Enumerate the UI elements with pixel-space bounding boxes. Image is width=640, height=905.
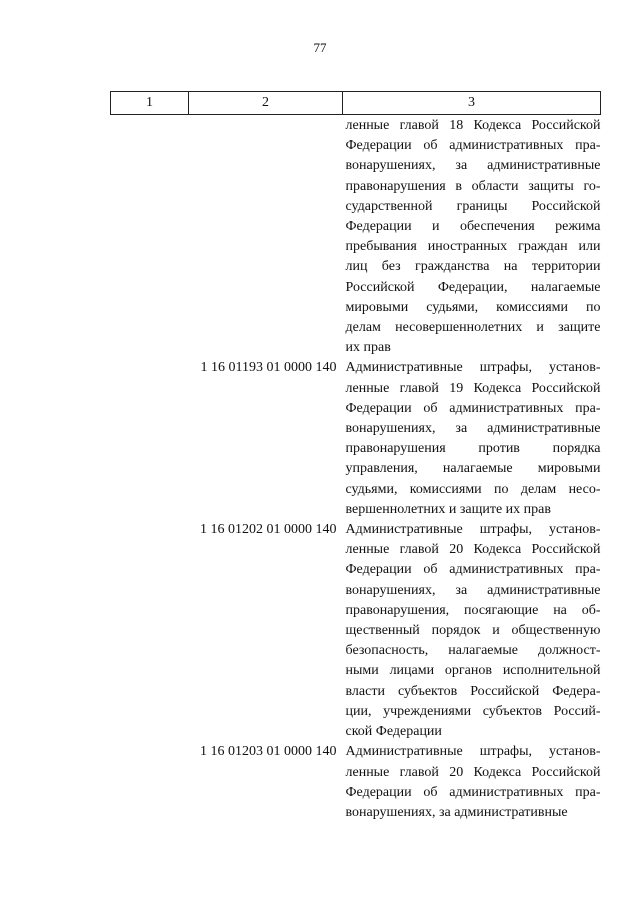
description-line: ленные главой 18 Кодекса Российской (345, 118, 601, 133)
budget-codes-table (110, 91, 601, 823)
description-line: Административные штрафы, установ- (345, 522, 601, 538)
description-line: ции, учреждениями субъектов Россий- (345, 703, 601, 719)
description-line: Федерации об административных пра- (345, 784, 601, 800)
description-line: Административные штрафы, установ- (345, 744, 601, 760)
page-number: 77 (313, 40, 327, 55)
description-line: лиц без гражданства на территории (345, 259, 601, 275)
code-description (343, 358, 601, 520)
table-row (111, 520, 601, 742)
budget-code (189, 115, 343, 359)
description-line: безопасность, налагаемые должност- (345, 643, 601, 659)
description-line: ленные главой 20 Кодекса Российской (345, 764, 601, 780)
description-line: пребывания иностранных граждан или (345, 239, 601, 255)
description-line: вонарушениях, за административные (345, 421, 601, 437)
column-header-3: 3 (343, 92, 601, 115)
table-row (111, 742, 601, 823)
budget-code: 1 16 01202 01 0000 140 (200, 522, 337, 538)
description-line: вершеннолетних и защите их прав (345, 501, 551, 517)
description-line: Административные штрафы, установ- (345, 360, 601, 376)
description-line: сударственной границы Российской (345, 198, 601, 214)
code-description (343, 520, 601, 742)
code-description (343, 742, 601, 823)
empty-cell (111, 742, 189, 823)
description-line: Федерации об административных пра- (345, 138, 601, 154)
description-line: их прав (345, 340, 391, 356)
description-line: мировыми судьями, комиссиями по (345, 299, 601, 315)
description-line: Российской Федерации, налагаемые (345, 279, 601, 295)
description-line: вонарушениях, за административные (345, 582, 601, 598)
description-line: правонарушения в области защиты го- (345, 178, 601, 194)
description-line: Федерации об административных пра- (345, 400, 601, 416)
description-line: ской Федерации (345, 724, 442, 740)
budget-code: 1 16 01193 01 0000 140 (200, 360, 337, 376)
description-line: судьями, комиссиями по делам несо- (345, 481, 601, 497)
table-header-row (111, 92, 601, 115)
empty-cell (111, 115, 189, 359)
description-line: вонарушениях, за административные (345, 804, 568, 820)
table-row (111, 358, 601, 520)
column-header-2: 2 (189, 92, 343, 115)
description-line: Федерации и обеспечения режима (345, 219, 601, 235)
description-line: делам несовершеннолетних и защите (345, 320, 601, 336)
description-line: вонарушениях, за административные (345, 158, 601, 174)
description-line: власти субъектов Российской Федера- (345, 683, 601, 699)
code-description (343, 115, 601, 359)
description-line: Федерации об административных пра- (345, 562, 601, 578)
description-line: ными лицами органов исполнительной (345, 663, 601, 679)
table-row (111, 115, 601, 359)
description-line: управления, налагаемые мировыми (345, 461, 601, 477)
empty-cell (111, 520, 189, 742)
description-line: ленные главой 20 Кодекса Российской (345, 542, 601, 558)
empty-cell (111, 358, 189, 520)
description-line: правонарушения против порядка (345, 441, 601, 457)
description-line: ленные главой 19 Кодекса Российской (345, 380, 601, 396)
budget-code: 1 16 01203 01 0000 140 (200, 744, 337, 760)
description-line: щественный порядок и общественную (345, 623, 601, 639)
description-line: правонарушения, посягающие на об- (345, 602, 601, 618)
column-header-1: 1 (111, 92, 189, 115)
